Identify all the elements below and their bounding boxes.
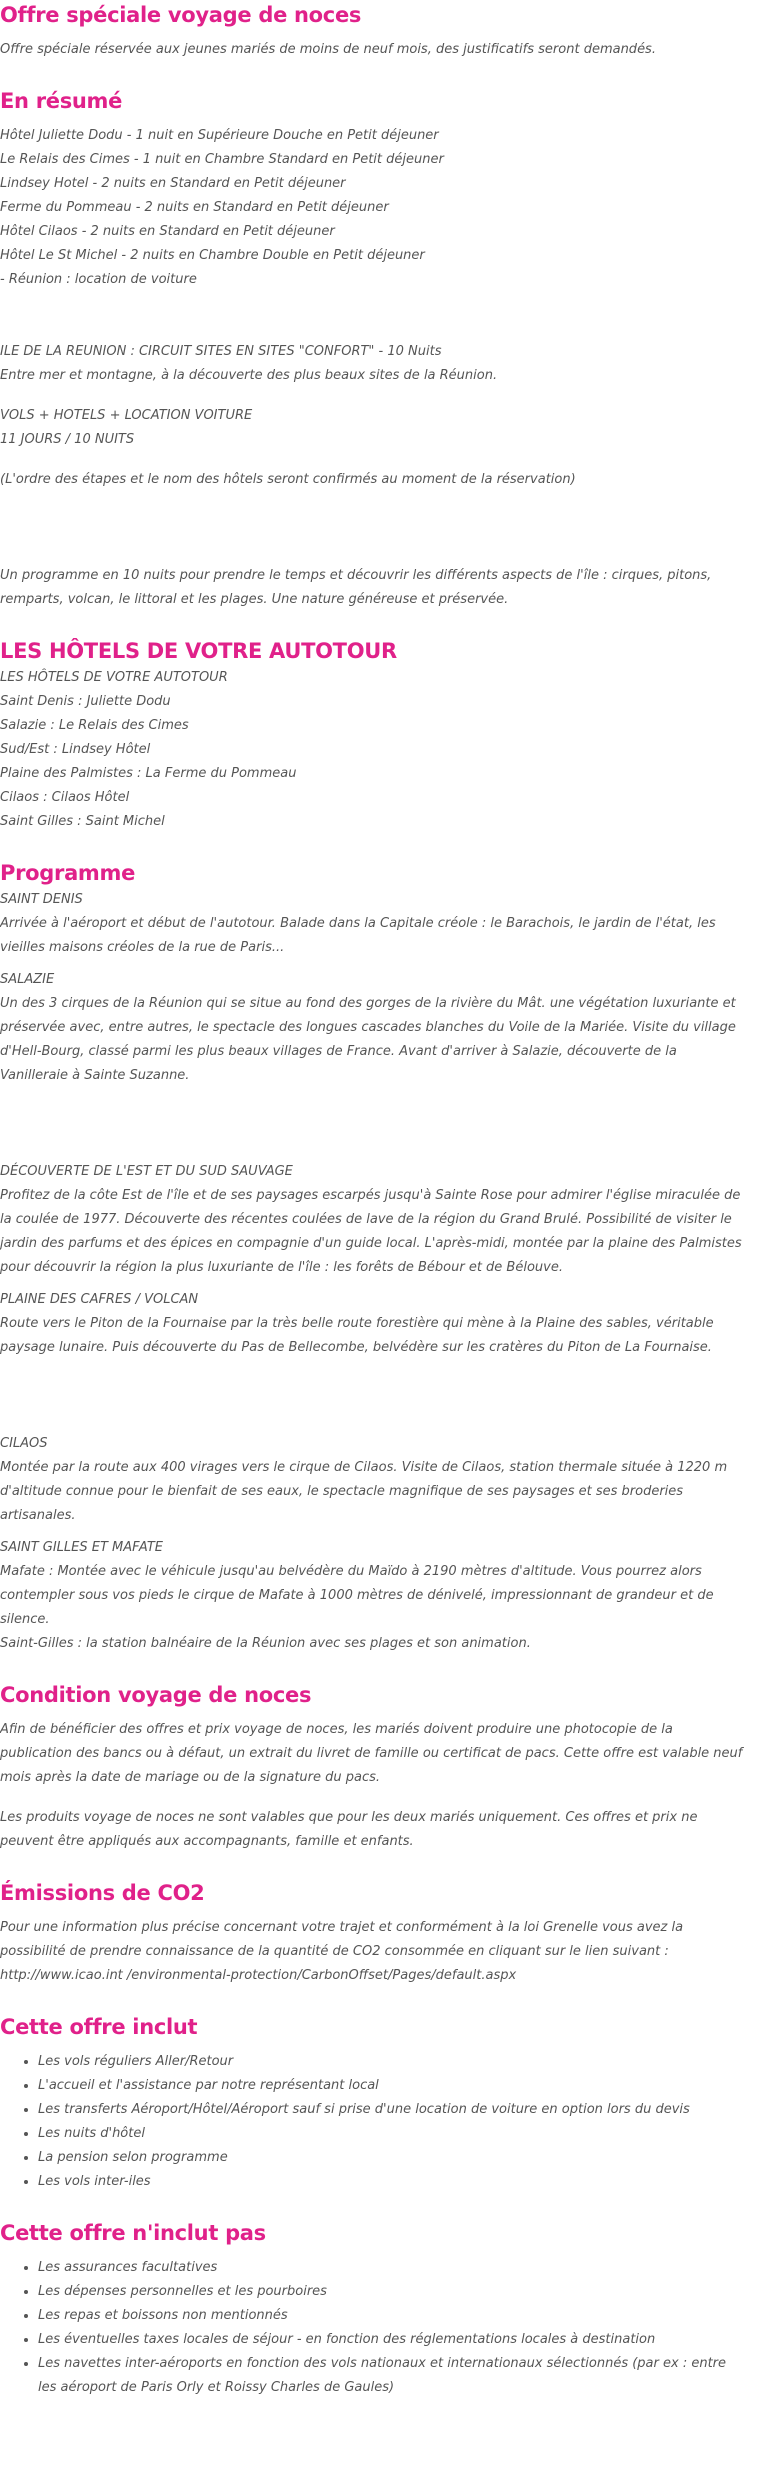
hotels-list bbox=[0, 666, 746, 834]
circuit-title: ILE DE LA REUNION : CIRCUIT SITES EN SITES "CONFORT" - 10 Nuits bbox=[0, 344, 442, 359]
step-saint-gilles bbox=[0, 1536, 746, 1656]
hotel-line: Saint Gilles : Saint Michel bbox=[0, 814, 165, 829]
hotels-subtitle: LES HÔTELS DE VOTRE AUTOTOUR bbox=[0, 670, 228, 685]
circuit-subtitle: Entre mer et montagne, à la découverte des plus beaux sites de la Réunion. bbox=[0, 368, 498, 383]
hotel-line: Salazie : Le Relais des Cimes bbox=[0, 718, 189, 733]
step-name: DÉCOUVERTE DE L'EST ET DU SUD SAUVAGE bbox=[0, 1164, 293, 1179]
summary-line: Hôtel Juliette Dodu - 1 nuit en Supérieure Douche en Petit déjeuner bbox=[0, 128, 439, 143]
step-text-2: Saint-Gilles : la station balnéaire de la Réunion avec ses plages et son animation. bbox=[0, 1636, 531, 1651]
offer-title: Offre spéciale voyage de noces bbox=[0, 3, 362, 27]
summary-line: Le Relais des Cimes - 1 nuit en Chambre Standard en Petit déjeuner bbox=[0, 152, 444, 167]
programme-section bbox=[0, 858, 746, 1656]
step-saint-denis bbox=[0, 888, 746, 960]
step-salazie bbox=[0, 968, 746, 1088]
summary-line: Lindsey Hotel - 2 nuits en Standard en Petit déjeuner bbox=[0, 176, 346, 191]
co2-section bbox=[0, 1878, 746, 1988]
co2-text: Pour une information plus précise concernant votre trajet et conformément à la loi Grenelle vous avez la possibilité de prendre connaissance de la quantité de CO2 consommée en cliquant sur le lien suivant : http://www.icao.int /environmental-protection/CarbonOffset/Pages/default.aspx bbox=[0, 1920, 684, 1983]
order-note: (L'ordre des étapes et le nom des hôtels seront confirmés au moment de la réservation) bbox=[0, 472, 576, 487]
hotels-title: LES HÔTELS DE VOTRE AUTOTOUR bbox=[0, 639, 397, 663]
list-item: • Les assurances facultatives bbox=[38, 2256, 746, 2280]
programme-title: Programme bbox=[0, 861, 136, 885]
offer-text: Offre spéciale réservée aux jeunes mariés de moins de neuf mois, des justificatifs seront demandés. bbox=[0, 42, 656, 57]
circuit-block bbox=[0, 340, 746, 388]
summary-line: - Réunion : location de voiture bbox=[0, 272, 197, 287]
includes-section bbox=[0, 2012, 746, 2194]
hotel-line: Plaine des Palmistes : La Ferme du Pommeau bbox=[0, 766, 297, 781]
list-item: • Les dépenses personnelles et les pourboires bbox=[38, 2280, 746, 2304]
step-name: SAINT GILLES ET MAFATE bbox=[0, 1540, 163, 1555]
package-label: VOLS + HOTELS + LOCATION VOITURE bbox=[0, 408, 253, 423]
step-text: Un des 3 cirques de la Réunion qui se situe au fond des gorges de la rivière du Mât. une végétation luxuriante et préservée avec, entre autres, le spectacle des longues cascades blanches du Voile de la Mariée. Visite du village d'Hell-Bourg, classé parmi les plus beaux villages de France. Avant d'arriver à Salazie, découverte de la Vanilleraie à Sainte Suzanne. bbox=[0, 996, 736, 1083]
step-volcan bbox=[0, 1288, 746, 1360]
hotel-line: Cilaos : Cilaos Hôtel bbox=[0, 790, 130, 805]
step-est-sud bbox=[0, 1160, 746, 1280]
excludes-list bbox=[0, 2256, 746, 2400]
condition-title: Condition voyage de noces bbox=[0, 1683, 312, 1707]
condition-p2: Les produits voyage de noces ne sont valables que pour les deux mariés uniquement. Ces offres et prix ne peuvent être appliqués aux accompagnants, famille et enfants. bbox=[0, 1810, 698, 1849]
list-item: • Les repas et boissons non mentionnés bbox=[38, 2304, 746, 2328]
excludes-section bbox=[0, 2218, 746, 2400]
step-name: SALAZIE bbox=[0, 972, 55, 987]
step-text: Profitez de la côte Est de l'île et de ses paysages escarpés jusqu'à Sainte Rose pour admirer l'église miraculée de la coulée de 1977. Découverte des récentes coulées de lave de la région du Grand Brulé. Possibilité de visiter le jardin des parfums et des épices en compagnie d'un guide local. L'après-midi, montée par la plaine des Palmistes pour découvrir la région la plus luxuriante de l'île : les forêts de Bébour et de Bélouve. bbox=[0, 1188, 742, 1275]
summary-section bbox=[0, 86, 746, 612]
step-text: Arrivée à l'aéroport et début de l'autotour. Balade dans la Capitale créole : le Barachois, le jardin de l'état, les vieilles maisons créoles de la rue de Paris... bbox=[0, 916, 716, 955]
step-name: CILAOS bbox=[0, 1436, 48, 1451]
co2-title: Émissions de CO2 bbox=[0, 1881, 205, 1905]
includes-title: Cette offre inclut bbox=[0, 2015, 198, 2039]
step-text: Montée par la route aux 400 virages vers le cirque de Cilaos. Visite de Cilaos, station thermale située à 1220 m d'altitude connue pour le bienfait de ses eaux, le spectacle magnifique de ses paysages et ses broderies artisanales. bbox=[0, 1460, 728, 1523]
list-item: • Les éventuelles taxes locales de séjour - en fonction des réglementations locales à destination bbox=[38, 2328, 746, 2352]
list-item: • Les transferts Aéroport/Hôtel/Aéroport sauf si prise d'une location de voiture en option lors du devis bbox=[38, 2098, 746, 2122]
list-item: • Les vols réguliers Aller/Retour bbox=[38, 2050, 746, 2074]
programme-intro: Un programme en 10 nuits pour prendre le temps et découvrir les différents aspects de l'île : cirques, pitons, remparts, volcan, le littoral et les plages. Une nature généreuse et préservée. bbox=[0, 568, 712, 607]
list-item: • Les vols inter-iles bbox=[38, 2170, 746, 2194]
summary-lines bbox=[0, 124, 746, 292]
summary-line: Hôtel Le St Michel - 2 nuits en Chambre Double en Petit déjeuner bbox=[0, 248, 425, 263]
includes-list bbox=[0, 2050, 746, 2194]
excludes-title: Cette offre n'inclut pas bbox=[0, 2221, 266, 2245]
hotel-line: Saint Denis : Juliette Dodu bbox=[0, 694, 171, 709]
package-block bbox=[0, 404, 746, 452]
summary-line: Hôtel Cilaos - 2 nuits en Standard en Petit déjeuner bbox=[0, 224, 335, 239]
step-text: Mafate : Montée avec le véhicule jusqu'au belvédère du Maïdo à 2190 mètres d'altitude. Vous pourrez alors contempler sous vos pieds le cirque de Mafate à 1000 mètres de dénivelé, impressionnant de grandeur et de silence. bbox=[0, 1564, 714, 1627]
step-name: PLAINE DES CAFRES / VOLCAN bbox=[0, 1292, 199, 1307]
hotels-section bbox=[0, 636, 746, 834]
list-item: • Les nuits d'hôtel bbox=[38, 2122, 746, 2146]
step-text: Route vers le Piton de la Fournaise par la très belle route forestière qui mène à la Plaine des sables, véritable paysage lunaire. Puis découverte du Pas de Bellecombe, belvédère sur les cratères du Piton de La Fournaise. bbox=[0, 1316, 714, 1355]
step-name: SAINT DENIS bbox=[0, 892, 83, 907]
summary-line: Ferme du Pommeau - 2 nuits en Standard en Petit déjeuner bbox=[0, 200, 389, 215]
summary-title: En résumé bbox=[0, 89, 123, 113]
list-item: • L'accueil et l'assistance par notre représentant local bbox=[38, 2074, 746, 2098]
condition-p1: Afin de bénéficier des offres et prix voyage de noces, les mariés doivent produire une photocopie de la publication des bancs ou à défaut, un extrait du livret de famille ou certificat de pacs. Cette offre est valable neuf mois après la date de mariage ou de la signature du pacs. bbox=[0, 1722, 743, 1785]
list-item: • La pension selon programme bbox=[38, 2146, 746, 2170]
hotel-line: Sud/Est : Lindsey Hôtel bbox=[0, 742, 151, 757]
offer-section bbox=[0, 0, 746, 62]
list-item: • Les navettes inter-aéroports en fonction des vols nationaux et internationaux sélectionnés (par ex : entre les aéroport de Paris Orly et Roissy Charles de Gaules) bbox=[38, 2352, 746, 2400]
step-cilaos bbox=[0, 1432, 746, 1528]
condition-section bbox=[0, 1680, 746, 1854]
duration-label: 11 JOURS / 10 NUITS bbox=[0, 432, 135, 447]
